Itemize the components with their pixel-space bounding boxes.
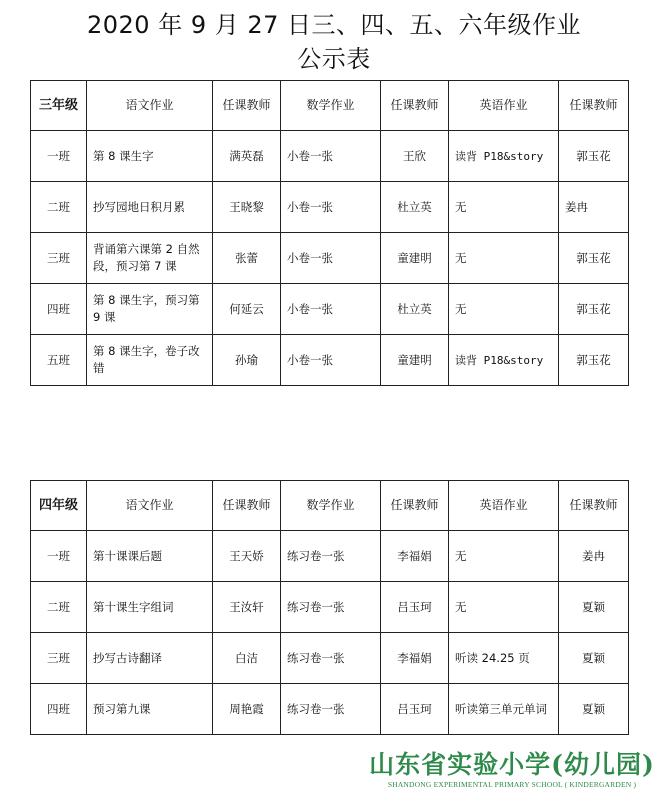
math-homework-cell: 小卷一张 [281,284,381,335]
chinese-homework-cell: 抄写园地日积月累 [87,182,213,233]
header-english: 英语作业 [449,81,559,131]
math-homework-cell: 练习卷一张 [281,684,381,735]
grade4-homework-table [30,480,629,735]
header-math: 数学作业 [281,481,381,531]
english-teacher-cell: 姜冉 [559,182,629,233]
header-teacher: 任课教师 [559,81,629,131]
table-row [31,233,629,284]
math-homework-cell: 小卷一张 [281,335,381,386]
english-teacher-cell: 夏颖 [559,633,629,684]
english-homework-cell: 读背 P18&story [449,131,559,182]
school-watermark [362,750,662,790]
math-teacher-cell: 吕玉珂 [381,582,449,633]
math-homework-cell: 小卷一张 [281,131,381,182]
header-math: 数学作业 [281,81,381,131]
english-teacher-cell: 夏颖 [559,684,629,735]
math-teacher-cell: 杜立英 [381,182,449,233]
grade-label: 四年级 [31,481,87,531]
math-homework-cell: 练习卷一张 [281,582,381,633]
chinese-homework-cell: 抄写古诗翻译 [87,633,213,684]
math-homework-cell: 练习卷一张 [281,531,381,582]
grade3-homework-table [30,80,629,386]
english-teacher-cell: 夏颖 [559,582,629,633]
class-cell: 三班 [31,233,87,284]
english-homework-cell: 读背 P18&story [449,335,559,386]
english-homework-cell: 无 [449,531,559,582]
class-cell: 三班 [31,633,87,684]
chinese-teacher-cell: 孙瑜 [213,335,281,386]
class-cell: 五班 [31,335,87,386]
math-homework-cell: 练习卷一张 [281,633,381,684]
math-teacher-cell: 李福娟 [381,633,449,684]
table-row [31,582,629,633]
header-english: 英语作业 [449,481,559,531]
page-subtitle: 公示表 [297,45,371,73]
english-homework-cell: 无 [449,284,559,335]
chinese-teacher-cell: 满英磊 [213,131,281,182]
table-row [31,284,629,335]
chinese-homework-cell: 预习第九课 [87,684,213,735]
table-header-row [31,81,629,131]
chinese-homework-cell: 背诵第六课第 2 自然段，预习第 7 课 [87,233,213,284]
chinese-teacher-cell: 王晓黎 [213,182,281,233]
chinese-teacher-cell: 王天娇 [213,531,281,582]
chinese-homework-cell: 第 8 课生字，卷子改错 [87,335,213,386]
grade-label: 三年级 [31,81,87,131]
english-teacher-cell: 郭玉花 [559,131,629,182]
chinese-teacher-cell: 王汝轩 [213,582,281,633]
chinese-homework-cell: 第 8 课生字 [87,131,213,182]
math-homework-cell: 小卷一张 [281,233,381,284]
english-homework-cell: 无 [449,182,559,233]
table-row [31,131,629,182]
school-name-cn: 山东省实验小学(幼儿园) [369,750,655,779]
english-teacher-cell: 郭玉花 [559,335,629,386]
chinese-homework-cell: 第十课生字组词 [87,582,213,633]
table-row [31,684,629,735]
math-teacher-cell: 王欣 [381,131,449,182]
chinese-teacher-cell: 何延云 [213,284,281,335]
table-row [31,335,629,386]
chinese-teacher-cell: 张蕾 [213,233,281,284]
english-teacher-cell: 姜冉 [559,531,629,582]
math-teacher-cell: 吕玉珂 [381,684,449,735]
math-teacher-cell: 李福娟 [381,531,449,582]
page-title: 2020 年 9 月 27 日三、四、五、六年级作业 [86,11,582,39]
class-cell: 四班 [31,684,87,735]
english-teacher-cell: 郭玉花 [559,284,629,335]
header-teacher: 任课教师 [559,481,629,531]
english-teacher-cell: 郭玉花 [559,233,629,284]
table-header-row [31,481,629,531]
math-teacher-cell: 童建明 [381,233,449,284]
class-cell: 二班 [31,582,87,633]
header-teacher: 任课教师 [381,481,449,531]
math-teacher-cell: 杜立英 [381,284,449,335]
header-teacher: 任课教师 [213,481,281,531]
school-name-en: SHANDONG EXPERIMENTAL PRIMARY SCHOOL ( KINDERGARDEN ) [387,780,637,789]
math-homework-cell: 小卷一张 [281,182,381,233]
table-row [31,531,629,582]
table-row [31,633,629,684]
header-chinese: 语文作业 [87,481,213,531]
english-homework-cell: 听读 24.25 页 [449,633,559,684]
header-chinese: 语文作业 [87,81,213,131]
math-teacher-cell: 童建明 [381,335,449,386]
table-row [31,182,629,233]
chinese-homework-cell: 第十课课后题 [87,531,213,582]
english-homework-cell: 无 [449,233,559,284]
class-cell: 一班 [31,131,87,182]
chinese-homework-cell: 第 8 课生字，预习第 9 课 [87,284,213,335]
class-cell: 二班 [31,182,87,233]
chinese-teacher-cell: 白洁 [213,633,281,684]
class-cell: 四班 [31,284,87,335]
class-cell: 一班 [31,531,87,582]
english-homework-cell: 听读第三单元单词 [449,684,559,735]
english-homework-cell: 无 [449,582,559,633]
header-teacher: 任课教师 [213,81,281,131]
chinese-teacher-cell: 周艳霞 [213,684,281,735]
header-teacher: 任课教师 [381,81,449,131]
